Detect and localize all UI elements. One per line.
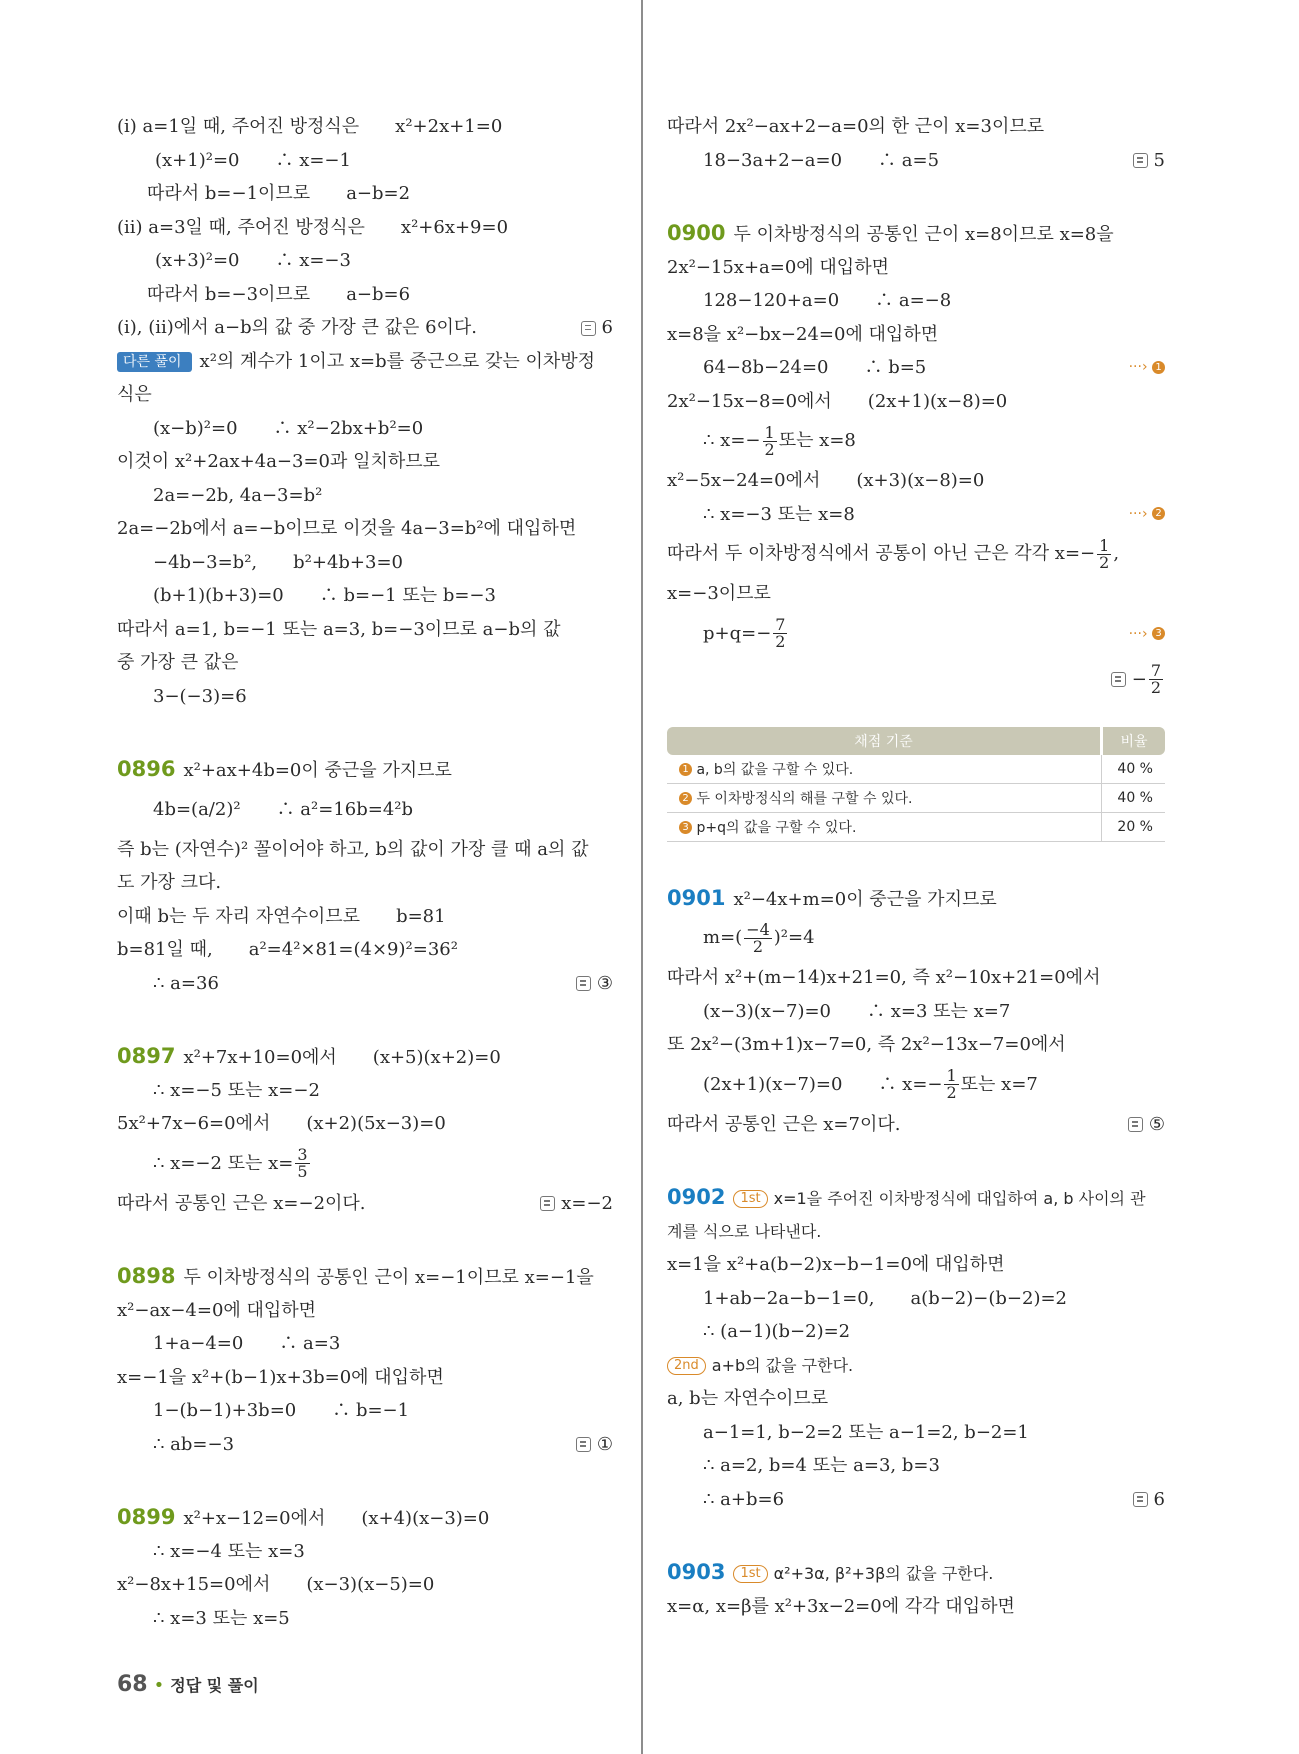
text-line: 따라서 2x²−ax+2−a=0의 한 근이 x=3이므로 (667, 116, 1045, 137)
text-line: (x+1)²=0 ∴ x=−1 (155, 149, 351, 171)
right-column (667, 110, 1165, 1623)
grading-criterion: 2 두 이차방정식의 해를 구할 수 있다. (667, 783, 1102, 812)
fraction: $\frac{1}{2}$ (764, 422, 775, 459)
text: x²−4x+m=0이 중근을 가지므로 (733, 888, 997, 910)
left-column (117, 110, 613, 1635)
scoring-mark: ···› 3 (1129, 611, 1165, 657)
fraction: $\frac{3}{5}$ (297, 1145, 308, 1181)
table-row (667, 812, 1165, 841)
text-line: (ⅱ) a=3일 때, 주어진 방정식은 x²+6x+9=0 (117, 216, 509, 238)
text: 18−3a+2−a=0 ∴ a=5 (703, 149, 940, 171)
spacer (667, 703, 1165, 727)
grading-percent: 40 % (1102, 755, 1166, 784)
page-number: 68 (117, 1672, 148, 1697)
text: x²+ax+4b=0이 중근을 가지므로 (183, 760, 452, 781)
step-text: x=1을 주어진 이차방정식에 대입하여 a, b 사이의 관 (773, 1189, 1146, 1208)
answer (1128, 1108, 1165, 1142)
scoring-mark: ···› 1 (1129, 351, 1165, 385)
text-line: ∴ (a−1)(b−2)=2 (703, 1321, 851, 1342)
text: m= (703, 927, 736, 948)
text: ∴ x=−3 또는 x=8 (703, 503, 855, 525)
text-line: 식은 (117, 384, 152, 405)
alt-solution-badge: 다른 풀이 (117, 352, 192, 372)
text: 따라서 공통인 근은 x=7이다. (667, 1113, 901, 1135)
text-line: a, b는 자연수이므로 (667, 1388, 829, 1409)
text-line: (b+1)(b+3)=0 ∴ b=−1 또는 b=−3 (153, 585, 496, 606)
grading-header: 채점 기준 (667, 727, 1102, 755)
text-line: −4b−3=b², b²+4b+3=0 (153, 551, 403, 573)
text-line: (x−3)(x−7)=0 ∴ x=3 또는 x=7 (703, 1000, 1011, 1022)
text-line: 1−(b−1)+3b=0 ∴ b=−1 (153, 1400, 410, 1421)
text: 두 이차방정식의 공통인 근이 x=−1이므로 x=−1을 (183, 1267, 594, 1288)
text-line: 따라서 a=1, b=−1 또는 a=3, b=−3이므로 a−b의 값 (117, 618, 561, 640)
problem-header (667, 1181, 1165, 1215)
mark-number: 1 (1152, 361, 1165, 374)
text-line (117, 1141, 613, 1187)
answer (1111, 657, 1165, 703)
text: ∴ ab=−3 (153, 1433, 235, 1455)
text-line: 중 가장 큰 값은 (117, 652, 239, 673)
fraction: $\frac{1}{2}$ (1099, 535, 1110, 572)
step-badge: 1st (733, 1565, 767, 1583)
text-line: x=1을 x²+a(b−2)x−b−1=0에 대입하면 (667, 1254, 1005, 1275)
step-text: α²+3α, β²+3β의 값을 구한다. (773, 1564, 994, 1583)
text-line: 2a=−2b, 4a−3=b² (153, 484, 323, 506)
text-line: x=α, x=β를 x²+3x−2=0에 각각 대입하면 (667, 1595, 1015, 1617)
spacer (667, 1516, 1165, 1556)
problem-header (117, 753, 613, 787)
text-line: (x+3)²=0 ∴ x=−3 (155, 250, 351, 271)
text: p+q=− (703, 622, 772, 644)
answer-icon (1128, 1117, 1143, 1132)
text-line (117, 345, 613, 379)
spacer (117, 1461, 613, 1501)
text-line (667, 351, 1165, 385)
text-line: b=81일 때, a²=4²×81=(4×9)²=36² (117, 939, 458, 960)
text: 두 이차방정식의 공통인 근이 x=8이므로 x=8을 (733, 224, 1114, 245)
text-line: 3−(−3)=6 (153, 685, 247, 707)
text-line: 도 가장 크다. (117, 872, 222, 893)
text-line: 따라서 x²+(m−14)x+21=0, 즉 x²−10x+21=0에서 (667, 967, 1101, 988)
text-line: x=−3이므로 (667, 583, 771, 604)
spacer (117, 713, 613, 753)
spacer (667, 1141, 1165, 1181)
text-line: 2a=−2b에서 a=−b이므로 이것을 4a−3=b²에 대입하면 (117, 518, 577, 539)
text-line (667, 144, 1165, 178)
text-line (117, 311, 613, 345)
text: ∴ a+b=6 (703, 1488, 785, 1510)
scoring-mark: ···› 2 (1129, 498, 1165, 532)
answer-icon (540, 1196, 555, 1211)
spacer (667, 842, 1165, 882)
answer-icon (1133, 153, 1148, 168)
text-line (667, 1062, 1165, 1108)
fraction: $\frac{7}{2}$ (775, 615, 786, 651)
text-line (667, 1483, 1165, 1517)
text-line: 또 2x²−(3m+1)x−7=0, 즉 2x²−13x−7=0에서 (667, 1034, 1066, 1055)
answer (1133, 144, 1165, 178)
step-text: a+b의 값을 구한다. (711, 1355, 854, 1375)
text: =4 (788, 927, 815, 948)
text: 따라서 두 이차방정식에서 공통이 아닌 근은 각각 x=− (667, 543, 1096, 564)
answer (1133, 1483, 1165, 1517)
text-line: 따라서 b=−1이므로 a−b=2 (147, 183, 411, 204)
text-line: 이때 b는 두 자리 자연수이므로 b=81 (117, 905, 446, 927)
text-line (117, 1428, 613, 1462)
answer-value: x=−2 (561, 1192, 613, 1214)
answer-value: ① (596, 1433, 613, 1455)
text-line: 따라서 두 이차방정식에서 공통이 아닌 근은 각각 x=− $\frac{1}{2}$ , (667, 535, 1120, 572)
problem-header (117, 1040, 613, 1074)
text-line: x=8을 x²−bx−24=0에 대입하면 (667, 323, 939, 345)
problem-number: 0901 (667, 885, 726, 910)
text-line: 2x²−15x+a=0에 대입하면 (667, 256, 889, 278)
text-line: 5x²+7x−6=0에서 (x+2)(5x−3)=0 (117, 1113, 446, 1134)
column-divider (641, 0, 643, 1754)
problem-header (667, 1556, 1165, 1590)
grading-header: 비율 (1102, 727, 1166, 755)
fraction: $\frac{7}{2}$ (1150, 661, 1161, 697)
fraction: $\frac{1}{2}$ (946, 1066, 957, 1102)
text-line (667, 418, 1165, 464)
text-line: x=−1을 x²+(b−1)x+3b=0에 대입하면 (117, 1366, 444, 1388)
problem-number: 0896 (117, 757, 176, 781)
answer-icon (576, 976, 591, 991)
answer-value: ③ (596, 972, 613, 994)
text-line: ∴ x=−5 또는 x=−2 (153, 1079, 320, 1101)
answer-icon (1133, 1492, 1148, 1507)
answer-icon (581, 321, 596, 336)
text-line (117, 967, 613, 1001)
text-line: ∴ x=3 또는 x=5 (153, 1607, 290, 1629)
text: 따라서 공통인 근은 x=−2이다. (117, 1192, 366, 1214)
text-line: 2x²−15x−8=0에서 (2x+1)(x−8)=0 (667, 390, 1008, 412)
text-line: (x−b)²=0 ∴ x²−2bx+b²=0 (153, 417, 424, 439)
mark-number: 2 (679, 792, 692, 805)
problem-number: 0898 (117, 1264, 176, 1288)
text-line: ∴ a=2, b=4 또는 a=3, b=3 (703, 1455, 940, 1476)
answer (576, 967, 613, 1001)
grading-criterion: 1 a, b의 값을 구할 수 있다. (667, 755, 1102, 784)
answer-icon (576, 1437, 591, 1452)
text-line (667, 1108, 1165, 1142)
problem-number: 0899 (117, 1505, 176, 1529)
text: (2x+1)(x−7)=0 ∴ x=− (703, 1073, 943, 1095)
grading-percent: 20 % (1102, 812, 1166, 841)
text-line (667, 498, 1165, 532)
text-line: x²−ax−4=0에 대입하면 (117, 1299, 317, 1321)
answer-icon (1111, 672, 1126, 687)
text: 또는 x=8 (778, 430, 856, 451)
mark-number: 2 (1152, 507, 1165, 520)
fraction: $\frac{-4}{2}$ (746, 919, 770, 956)
grading-percent: 40 % (1102, 783, 1166, 812)
text-line: ∴ x=−4 또는 x=3 (153, 1540, 305, 1562)
problem-number: 0897 (117, 1044, 176, 1068)
text-line (667, 1349, 1165, 1383)
answer-value: ⑤ (1148, 1113, 1165, 1135)
spacer (667, 177, 1165, 217)
text-line (667, 611, 1165, 657)
footer-separator: • (153, 1675, 165, 1696)
mark-number: 3 (679, 821, 692, 834)
table-row (667, 783, 1165, 812)
problem-header (117, 1501, 613, 1535)
problem-header (667, 882, 1165, 916)
answer-value: 5 (1153, 149, 1165, 171)
mark-number: 1 (679, 763, 692, 776)
text: x²+x−12=0에서 (x+4)(x−3)=0 (183, 1508, 490, 1529)
grading-criterion: 3 p+q의 값을 구할 수 있다. (667, 812, 1102, 841)
spacer (117, 1220, 613, 1260)
grading-table (667, 727, 1165, 842)
answer (576, 1428, 613, 1462)
text-line: (ⅰ) a=1일 때, 주어진 방정식은 x²+2x+1=0 (117, 116, 503, 137)
text-line: a−1=1, b−2=2 또는 a−1=2, b−2=1 (703, 1421, 1029, 1443)
text-line (667, 657, 1165, 703)
answer (540, 1187, 613, 1221)
text-line: m=( $\frac{-4}{2}$ )²=4 (703, 919, 815, 956)
spacer (117, 1000, 613, 1040)
text: 64−8b−24=0 ∴ b=5 (703, 357, 927, 378)
text-line: 1+ab−2a−b−1=0, a(b−2)−(b−2)=2 (703, 1287, 1067, 1309)
step-text: 계를 식으로 나타낸다. (667, 1221, 822, 1241)
text-line: 128−120+a=0 ∴ a=−8 (703, 290, 952, 311)
answer-value: 6 (601, 317, 613, 338)
text-line (117, 1187, 613, 1221)
problem-number: 0900 (667, 221, 726, 245)
text-line: x²−5x−24=0에서 (x+3)(x−8)=0 (667, 470, 985, 491)
problem-header (667, 217, 1165, 251)
problem-header (117, 1260, 613, 1294)
answer-value: − (1131, 668, 1147, 690)
table-row (667, 755, 1165, 784)
text: x²+7x+10=0에서 (x+5)(x+2)=0 (183, 1047, 501, 1068)
text: ∴ a=36 (153, 972, 219, 994)
text: 또는 x=7 (960, 1073, 1038, 1095)
page-footer (117, 1672, 259, 1697)
text-line: 따라서 b=−3이므로 a−b=6 (147, 283, 411, 305)
problem-number: 0902 (667, 1185, 726, 1209)
answer (581, 311, 613, 345)
text-line: 즉 b는 (자연수)² 꼴이어야 하고, b의 값이 가장 클 때 a의 값 (117, 838, 589, 860)
footer-title: 정답 및 풀이 (170, 1676, 259, 1695)
step-badge: 2nd (667, 1357, 706, 1375)
text: x²의 계수가 1이고 x=b를 중근으로 갖는 이차방정 (199, 350, 596, 372)
text-line: 이것이 x²+2ax+4a−3=0과 일치하므로 (117, 451, 441, 472)
text: ∴ x=− (703, 430, 761, 451)
text: (ⅰ), (ⅱ)에서 a−b의 값 중 가장 큰 값은 6이다. (117, 317, 478, 338)
text-line: 1+a−4=0 ∴ a=3 (153, 1333, 341, 1354)
mark-number: 3 (1152, 627, 1165, 640)
text-line: 4b=(a/2)² ∴ a²=16b=4²b (153, 798, 414, 820)
text-line: x²−8x+15=0에서 (x−3)(x−5)=0 (117, 1574, 435, 1595)
text: ∴ x=−2 또는 x= (153, 1152, 294, 1174)
step-badge: 1st (733, 1190, 767, 1208)
answer-value: 6 (1153, 1488, 1165, 1510)
problem-number: 0903 (667, 1560, 726, 1584)
